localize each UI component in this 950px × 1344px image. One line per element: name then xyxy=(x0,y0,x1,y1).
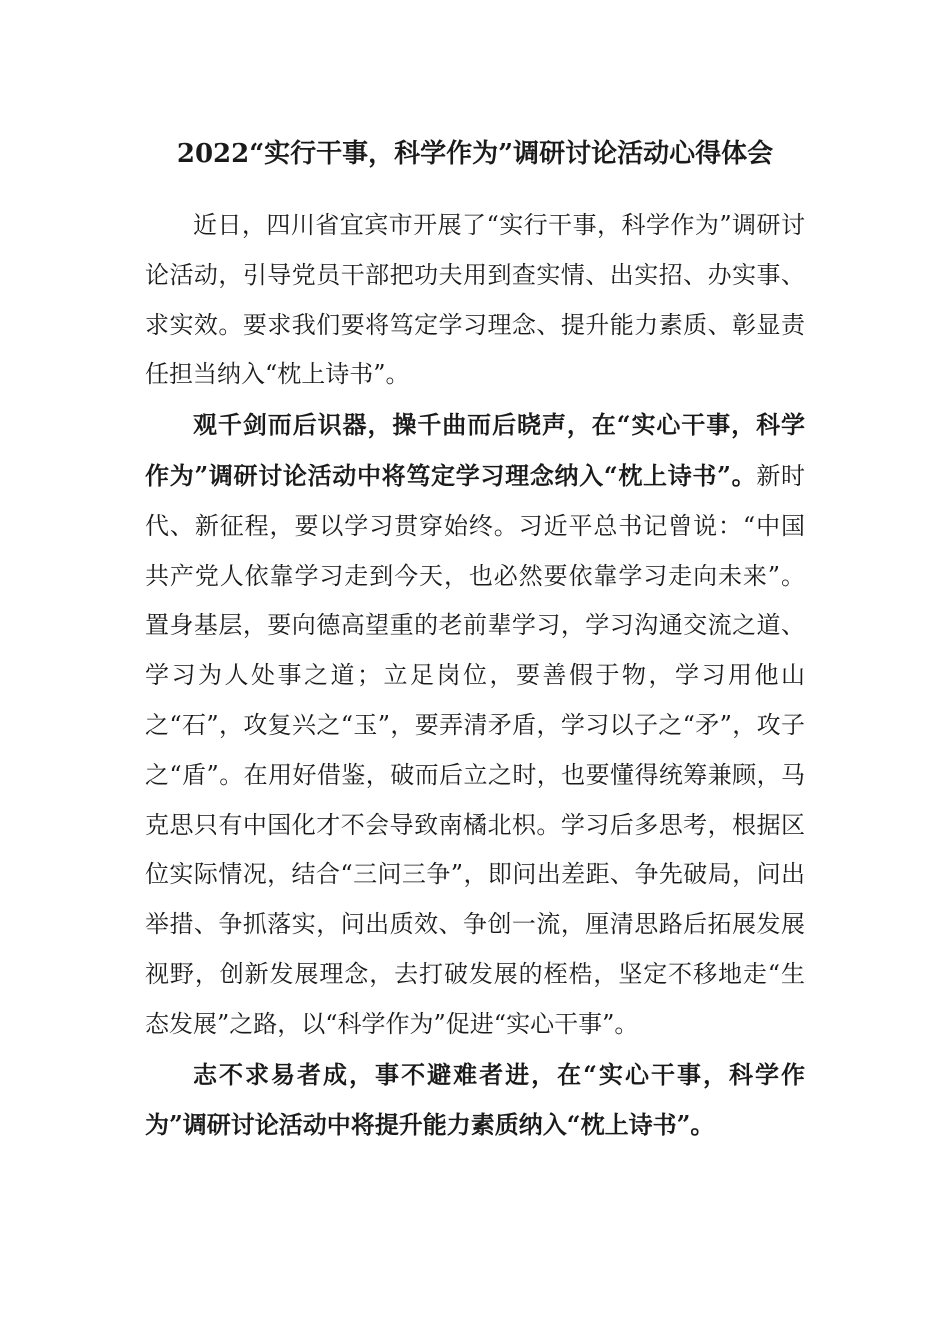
paragraph-lead: 志不求易者成，事不避难者进，在“实心干事，科学作为”调研讨论活动中将提升能力素质纳入“枕上诗书”。 xyxy=(145,1059,805,1140)
paragraph-text: 新时代、新征程，要以学习贯穿始终。习近平总书记曾说：“中国共产党人依靠学习走到今天，也必然要依靠学习走向未来”。置身基层，要向德高望重的老前辈学习，学习沟通交流之道、学习为人处事之道；立足岗位，要善假于物，学习用他山之“石”，攻复兴之“玉”，要弄清矛盾，学习以子之“矛”，攻子之“盾”。在用好借鉴，破而后立之时，也要懂得统筹兼顾，马克思只有中国化才不会导致南橘北枳。学习后多思考，根据区位实际情况，结合“三问三争”，即问出差距、争先破局，问出举措、争抓落实，问出质效、争创一流，厘清思路后拓展发展视野，创新发展理念，去打破发展的桎梏，坚定不移地走“生态发展”之路，以“科学作为”促进“实心干事”。 xyxy=(145,461,806,1038)
document-body xyxy=(145,200,805,1151)
paragraph-lead: 观千剑而后识器，操千曲而后晓声，在“实心干事，科学作为”调研讨论活动中将笃定学习理念纳入“枕上诗书”。 xyxy=(145,410,805,490)
paragraph-ability xyxy=(145,1050,805,1152)
paragraph-intro xyxy=(145,200,805,400)
paragraph-study-concept xyxy=(145,400,805,1049)
document-title: 2022“实行干事，科学作为”调研讨论活动心得体会 xyxy=(176,139,774,169)
paragraph-text: 近日，四川省宜宾市开展了“实行干事，科学作为”调研讨论活动，引导党员干部把功夫用到查实情、出实招、办实事、求实效。要求我们要将笃定学习理念、提升能力素质、彰显责任担当纳入“枕上诗书”。 xyxy=(145,211,805,389)
